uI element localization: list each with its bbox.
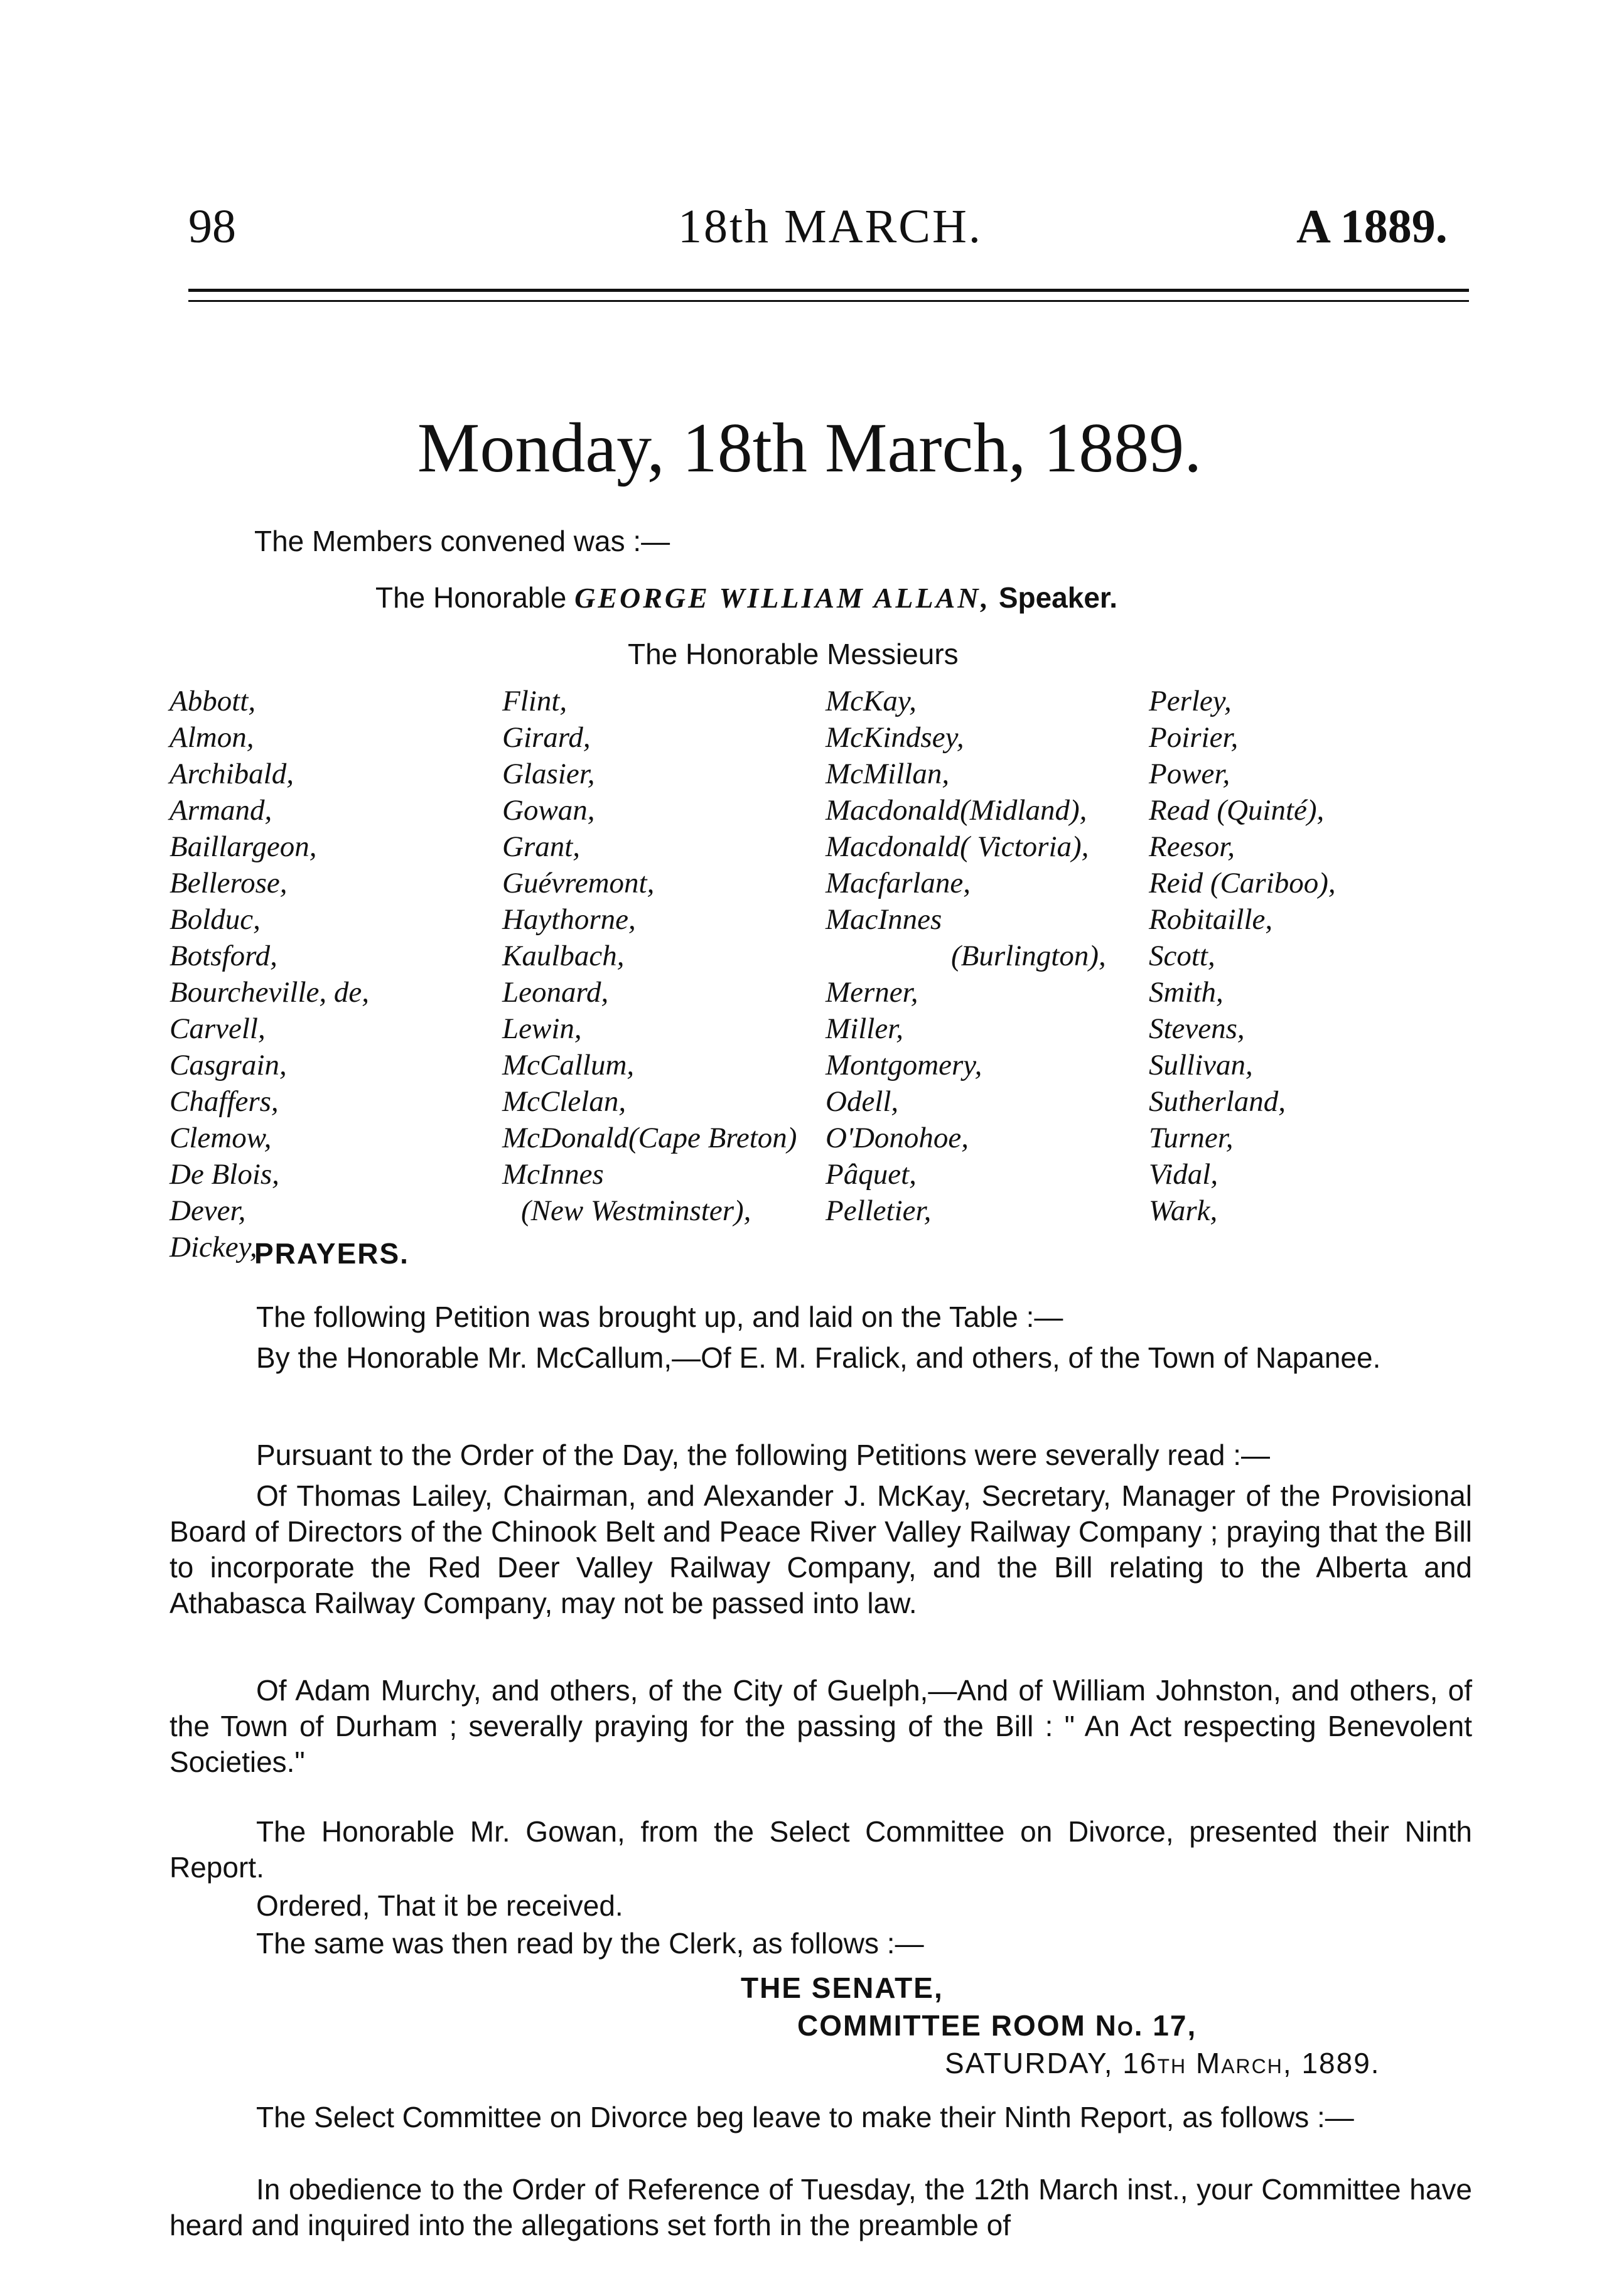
member-name: Smith, bbox=[1149, 976, 1224, 1009]
member-name: Dever, bbox=[169, 1194, 246, 1227]
member-name: Sullivan, bbox=[1149, 1049, 1253, 1081]
member-name: Gowan, bbox=[502, 794, 595, 827]
members-column-1 bbox=[169, 683, 369, 1265]
speaker-title: Speaker. bbox=[998, 581, 1118, 614]
member-name: (Burlington), bbox=[951, 940, 1106, 972]
member-name: Perley, bbox=[1149, 685, 1232, 717]
member-name: Read (Quinté), bbox=[1149, 794, 1325, 827]
header-rule-top bbox=[188, 289, 1469, 292]
paragraph-petition-murchy: Of Adam Murchy, and others, of the City of Guelph,—And of William Johnston, and others, of the Town of Durham ; severally praying for the passing of the Bill : " An Act respecting Benevolent Societies." bbox=[169, 1674, 1472, 1778]
member-name: Glasier, bbox=[502, 758, 595, 790]
member-name: Chaffers, bbox=[169, 1085, 279, 1118]
member-name: Girard, bbox=[502, 721, 591, 754]
messieurs-heading: The Honorable Messieurs bbox=[628, 638, 959, 670]
paragraph-petition-mccallum: By the Honorable Mr. McCallum,—Of E. M. Fralick, and others, of the Town of Napanee. bbox=[256, 1341, 1381, 1374]
member-name: Baillargeon, bbox=[169, 830, 317, 863]
member-name: Carvell, bbox=[169, 1012, 266, 1045]
member-name: (New Westminster), bbox=[521, 1194, 751, 1227]
running-header: 18th MARCH. bbox=[678, 200, 982, 253]
member-name: Archibald, bbox=[169, 758, 294, 790]
member-name: McClelan, bbox=[502, 1085, 627, 1118]
members-column-3 bbox=[826, 683, 1106, 1229]
member-name: McMillan, bbox=[826, 758, 950, 790]
member-name: Miller, bbox=[826, 1012, 904, 1045]
member-name: Reesor, bbox=[1149, 830, 1235, 863]
paragraph-ordered: Ordered, That it be received. bbox=[256, 1889, 623, 1922]
member-name: Lewin, bbox=[502, 1012, 582, 1045]
member-name: Bolduc, bbox=[169, 903, 261, 936]
member-name: Power, bbox=[1149, 758, 1230, 790]
member-name: Poirier, bbox=[1149, 721, 1239, 754]
page-title: Monday, 18th March, 1889. bbox=[417, 409, 1202, 487]
member-name: MacInnes bbox=[826, 903, 942, 936]
member-name: Reid (Cariboo), bbox=[1149, 867, 1336, 899]
member-name: McKay, bbox=[826, 685, 917, 717]
paragraph-order-of-day: Pursuant to the Order of the Day, the following Petitions were severally read :— bbox=[256, 1439, 1271, 1471]
member-name: O'Donohoe, bbox=[826, 1122, 969, 1154]
paragraph-petition-lailey: Of Thomas Lailey, Chairman, and Alexander J. McKay, Secretary, Manager of the Provisional Board of Directors of the Chinook Belt and Peace River Valley Railway Company ; praying that the Bill to incorporate the Red Deer Valley Railway Company, and the Bill relating to the Alberta and Athabasca Railway Company, may not be passed into law. bbox=[169, 1479, 1472, 1619]
member-name: Stevens, bbox=[1149, 1012, 1245, 1045]
member-name: Macdonald(Midland), bbox=[826, 794, 1087, 827]
member-name: Armand, bbox=[169, 794, 272, 827]
member-name: Kaulbach, bbox=[502, 940, 625, 972]
member-name: McCallum, bbox=[502, 1049, 635, 1081]
members-column-2 bbox=[502, 683, 797, 1229]
member-name: Merner, bbox=[826, 976, 918, 1009]
member-name: Clemow, bbox=[169, 1122, 272, 1154]
member-name: Turner, bbox=[1149, 1122, 1234, 1154]
prayers-heading: PRAYERS. bbox=[254, 1237, 409, 1270]
member-name: Abbott, bbox=[169, 685, 256, 717]
speaker-line bbox=[375, 581, 1117, 614]
member-name: Macdonald( Victoria), bbox=[826, 830, 1089, 863]
speaker-prefix: The Honorable bbox=[375, 581, 567, 614]
speaker-name: GEORGE WILLIAM ALLAN, bbox=[574, 582, 991, 614]
paragraph-obedience: In obedience to the Order of Reference of Tuesday, the 12th March inst., your Committee have heard and inquired into the allegations set forth in the preamble of bbox=[169, 2173, 1472, 2241]
member-name: Almon, bbox=[169, 721, 254, 754]
paragraph-gowan-report: The Honorable Mr. Gowan, from the Select Committee on Divorce, presented their Ninth Report. bbox=[169, 1815, 1472, 1884]
member-name: Montgomery, bbox=[826, 1049, 982, 1081]
member-name: Vidal, bbox=[1149, 1158, 1218, 1191]
member-name: McInnes bbox=[502, 1158, 604, 1191]
member-name: Bellerose, bbox=[169, 867, 288, 899]
report-date: SATURDAY, 16th March, 1889. bbox=[945, 2047, 1380, 2079]
member-name: Macfarlane, bbox=[826, 867, 971, 899]
member-name: Pelletier, bbox=[826, 1194, 932, 1227]
member-name: Robitaille, bbox=[1149, 903, 1273, 936]
header-rule-bottom bbox=[188, 300, 1469, 302]
member-name: Flint, bbox=[502, 685, 567, 717]
member-name: McDonald(Cape Breton) bbox=[502, 1122, 797, 1154]
member-name: Botsford, bbox=[169, 940, 277, 972]
year-mark: A 1889. bbox=[1296, 200, 1448, 253]
member-name: Grant, bbox=[502, 830, 581, 863]
page-number: 98 bbox=[188, 200, 236, 253]
paragraph-ninth-report: The Select Committee on Divorce beg leave to make their Ninth Report, as follows :— bbox=[256, 2101, 1354, 2133]
member-name: Dickey, bbox=[169, 1231, 257, 1263]
report-committee-room: COMMITTEE ROOM No. 17, bbox=[797, 2009, 1197, 2042]
member-name: Scott, bbox=[1149, 940, 1215, 972]
member-name: De Blois, bbox=[169, 1158, 279, 1191]
members-column-4 bbox=[1149, 683, 1336, 1229]
report-senate: THE SENATE, bbox=[741, 1971, 944, 2004]
member-name: Wark, bbox=[1149, 1194, 1218, 1227]
member-name: Odell, bbox=[826, 1085, 899, 1118]
paragraph-petition-intro: The following Petition was brought up, and laid on the Table :— bbox=[256, 1301, 1063, 1333]
paragraph-read-by-clerk: The same was then read by the Clerk, as follows :— bbox=[256, 1927, 924, 1960]
members-convened: The Members convened was :— bbox=[254, 525, 670, 557]
member-name: Leonard, bbox=[502, 976, 609, 1009]
member-name: Sutherland, bbox=[1149, 1085, 1286, 1118]
member-name: Haythorne, bbox=[502, 903, 636, 936]
member-name: Guévremont, bbox=[502, 867, 655, 899]
member-name: McKindsey, bbox=[826, 721, 964, 754]
member-name: Pâquet, bbox=[826, 1158, 917, 1191]
member-name: Casgrain, bbox=[169, 1049, 287, 1081]
member-name: Bourcheville, de, bbox=[169, 976, 369, 1009]
